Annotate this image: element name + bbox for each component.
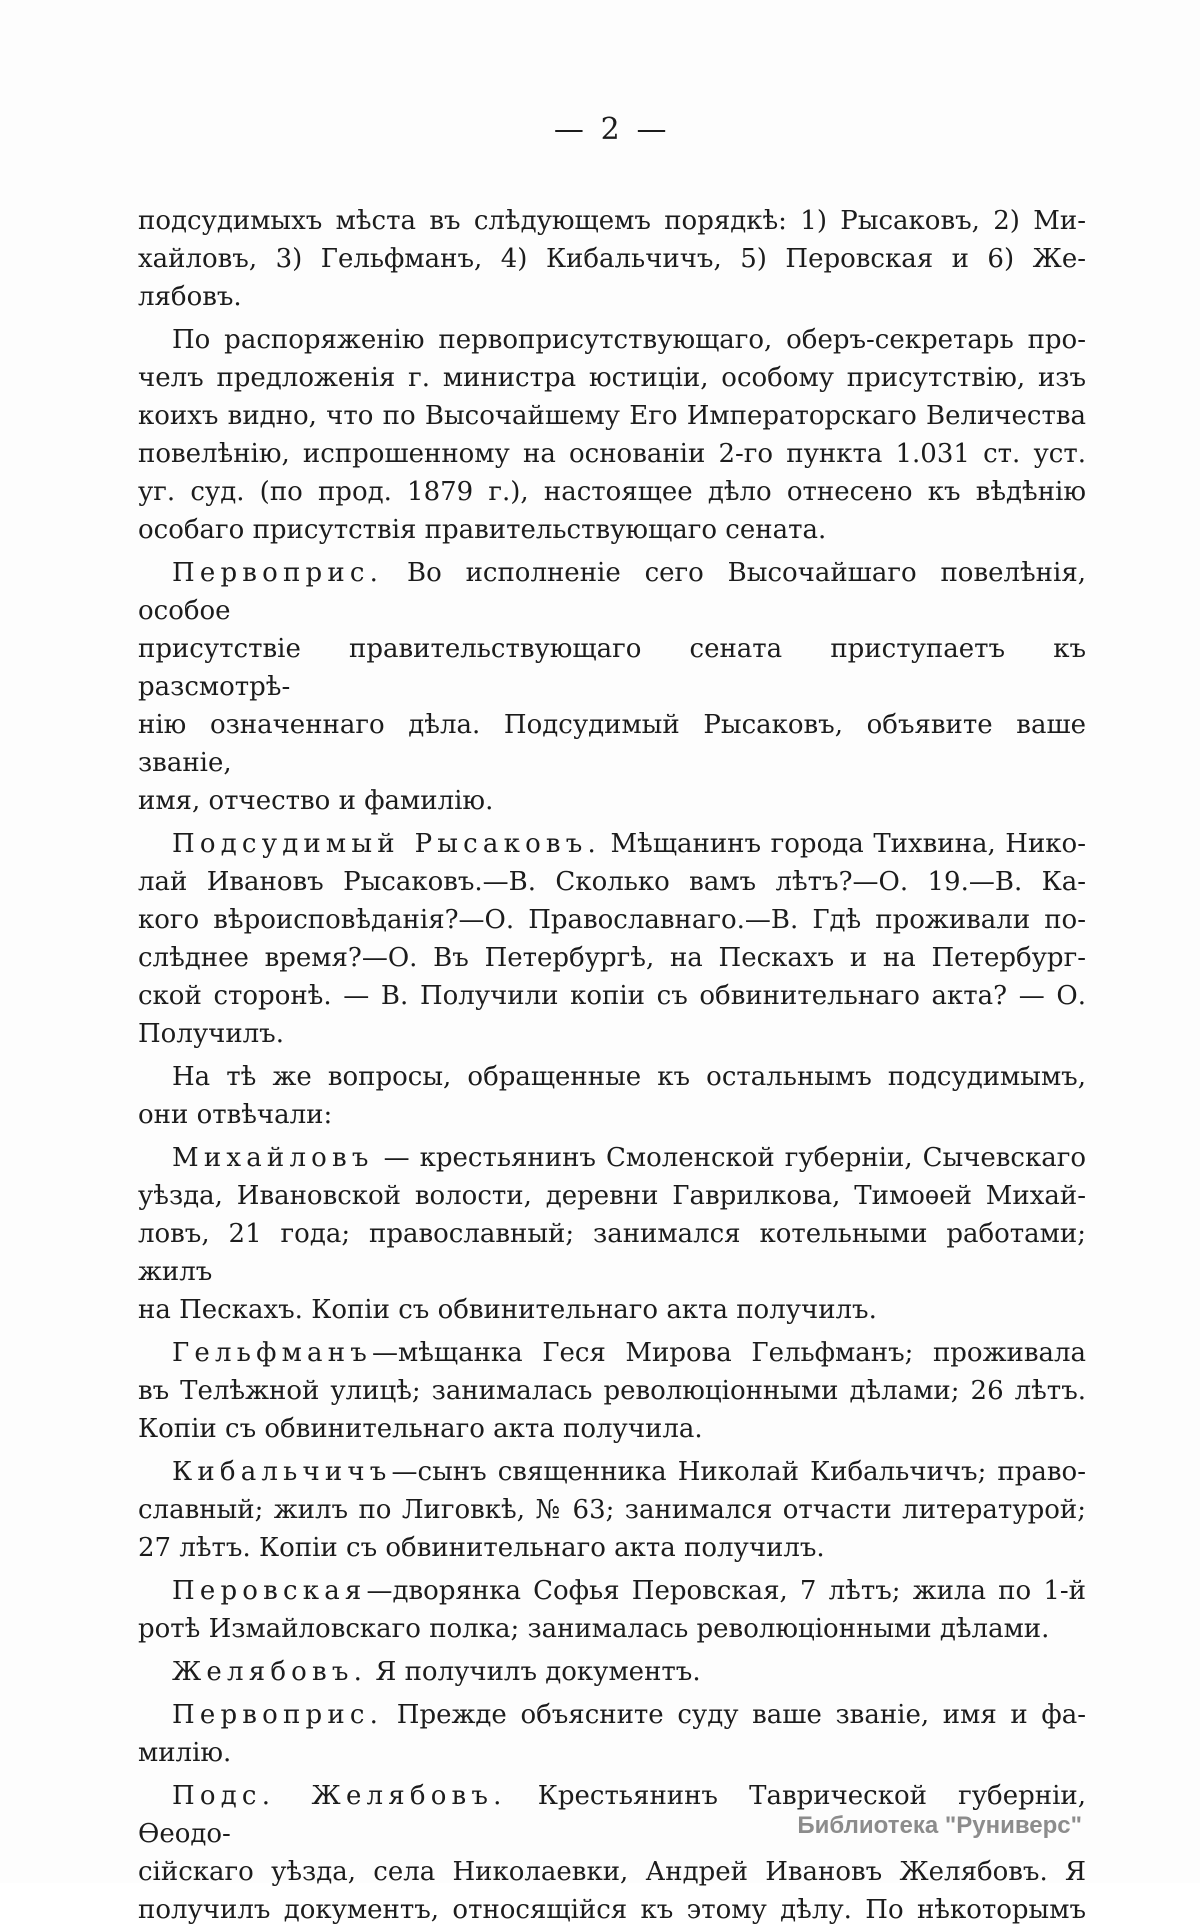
text-line: на Пескахъ. Копіи съ обвинительнаго акта получилъ. (138, 1295, 877, 1325)
text-line: они отвѣчали: (138, 1100, 333, 1130)
paragraph (138, 1058, 1086, 1134)
page-number: — 2 — (553, 112, 671, 147)
speaker-name: Кибальчичъ (172, 1457, 392, 1487)
text-line: присутствіе правительствующаго сената приступаетъ къ разсмотрѣ- (138, 634, 1086, 702)
text-line: челъ предложенія г. министра юстиціи, особому присутствію, изъ (138, 363, 1086, 393)
text-line: получилъ документъ, относящійся къ этому дѣлу. По нѣкоторымъ (138, 1895, 1086, 1925)
text-line: хайловъ, 3) Гельфманъ, 4) Кибальчичъ, 5) Перовская и 6) Же- (138, 244, 1086, 274)
speaker-name: Подсудимый Рысаковъ. (172, 829, 601, 859)
text-line: Подсудимый Рысаковъ. Мѣщанинъ города Тихвина, Нико- (172, 829, 1086, 859)
text-line: лябовъ. (138, 282, 242, 312)
text-line: кого вѣроисповѣданія?—О. Православнаго.—В. Гдѣ проживали по- (138, 905, 1086, 935)
paragraph (138, 202, 1086, 316)
text-line: уг. суд. (по прод. 1879 г.), настоящее дѣло отнесено къ вѣдѣнію (138, 477, 1086, 507)
text-line: Гельфманъ—мѣщанка Геся Мирова Гельфманъ; проживала (172, 1338, 1086, 1368)
text-line: По распоряженію первоприсутствующаго, оберъ-секретарь про- (172, 325, 1086, 355)
text-line: Получилъ. (138, 1019, 284, 1049)
text-line: ловъ, 21 года; православный; занимался котельными работами; жилъ (138, 1219, 1086, 1287)
text-line: коихъ видно, что по Высочайшему Его Императорскаго Величества (138, 401, 1086, 431)
paragraph (138, 1334, 1086, 1448)
text-line: На тѣ же вопросы, обращенные къ остальнымъ подсудимымъ, (172, 1062, 1086, 1092)
text-line: нію означеннаго дѣла. Подсудимый Рысаковъ, объявите ваше званіе, (138, 710, 1086, 778)
text-line: Копіи съ обвинительнаго акта получила. (138, 1414, 703, 1444)
speaker-name: Желябовъ. (172, 1657, 368, 1687)
paragraph (138, 825, 1086, 1053)
speaker-name: Михайловъ (172, 1143, 374, 1173)
text-line: сійскаго уѣзда, села Николаевки, Андрей Ивановъ Желябовъ. Я (138, 1857, 1086, 1887)
text-line: лай Ивановъ Рысаковъ.—В. Сколько вамъ лѣтъ?—О. 19.—В. Ка- (138, 867, 1086, 897)
text-line: слѣднее время?—О. Въ Петербургѣ, на Пескахъ и на Петербург- (138, 943, 1086, 973)
text-line: имя, отчество и фамилію. (138, 786, 494, 816)
speaker-name: Первоприс. (172, 1700, 384, 1730)
speaker-name: Гельфманъ (172, 1338, 373, 1368)
paragraph (138, 1139, 1086, 1329)
text-line: Первоприс. Прежде объясните суду ваше званіе, имя и фа- (172, 1700, 1086, 1730)
paragraph (138, 1453, 1086, 1567)
speaker-name: Подс. Желябовъ. (172, 1781, 507, 1811)
text-line: Михайловъ — крестьянинъ Смоленской губерніи, Сычевскаго (172, 1143, 1086, 1173)
text-line: ротѣ Измайловскаго полка; занималась революціонными дѣлами. (138, 1614, 1050, 1644)
text-line: въ Телѣжной улицѣ; занималась революціонными дѣлами; 26 лѣтъ. (138, 1376, 1086, 1406)
text-line: Кибальчичъ—сынъ священника Николай Кибальчичъ; право- (172, 1457, 1086, 1487)
paragraph (138, 321, 1086, 549)
text-line: Подс. Желябовъ. Крестьянинъ Таврической губерніи, Ѳеодо- (138, 1781, 1086, 1849)
text-line: уѣзда, Ивановской волости, деревни Гаврилкова, Тимоѳей Михай- (138, 1181, 1086, 1211)
text-line: Перовская—дворянка Софья Перовская, 7 лѣтъ; жила по 1-й (172, 1576, 1086, 1606)
text-line: ской сторонѣ. — В. Получили копіи съ обвинительнаго акта? — О. (138, 981, 1086, 1011)
text-line: милію. (138, 1738, 232, 1768)
paragraph (138, 1572, 1086, 1648)
paragraph (138, 1696, 1086, 1772)
text-line: Первоприс. Во исполненіе сего Высочайшаго повелѣнія, особое (138, 558, 1086, 626)
text-line: Желябовъ. Я получилъ документъ. (172, 1657, 701, 1687)
text-line: особаго присутствія правительствующаго сената. (138, 515, 827, 545)
text-line: подсудимыхъ мѣста въ слѣдующемъ порядкѣ: 1) Рысаковъ, 2) Ми- (138, 206, 1086, 236)
page-text (138, 202, 1086, 1929)
library-watermark: Библиотека "Руниверс" (797, 1812, 1082, 1839)
speaker-name: Первоприс. (172, 558, 384, 588)
speaker-name: Перовская (172, 1576, 367, 1606)
paragraph (138, 554, 1086, 820)
text-line: славный; жилъ по Лиговкѣ, № 63; занимался отчасти литературой; (138, 1495, 1086, 1525)
paragraph (138, 1653, 1086, 1691)
paragraph (138, 1777, 1086, 1929)
text-line: 27 лѣтъ. Копіи съ обвинительнаго акта получилъ. (138, 1533, 825, 1563)
text-line: повелѣнію, испрошенному на основаніи 2-го пункта 1.031 ст. уст. (138, 439, 1086, 469)
